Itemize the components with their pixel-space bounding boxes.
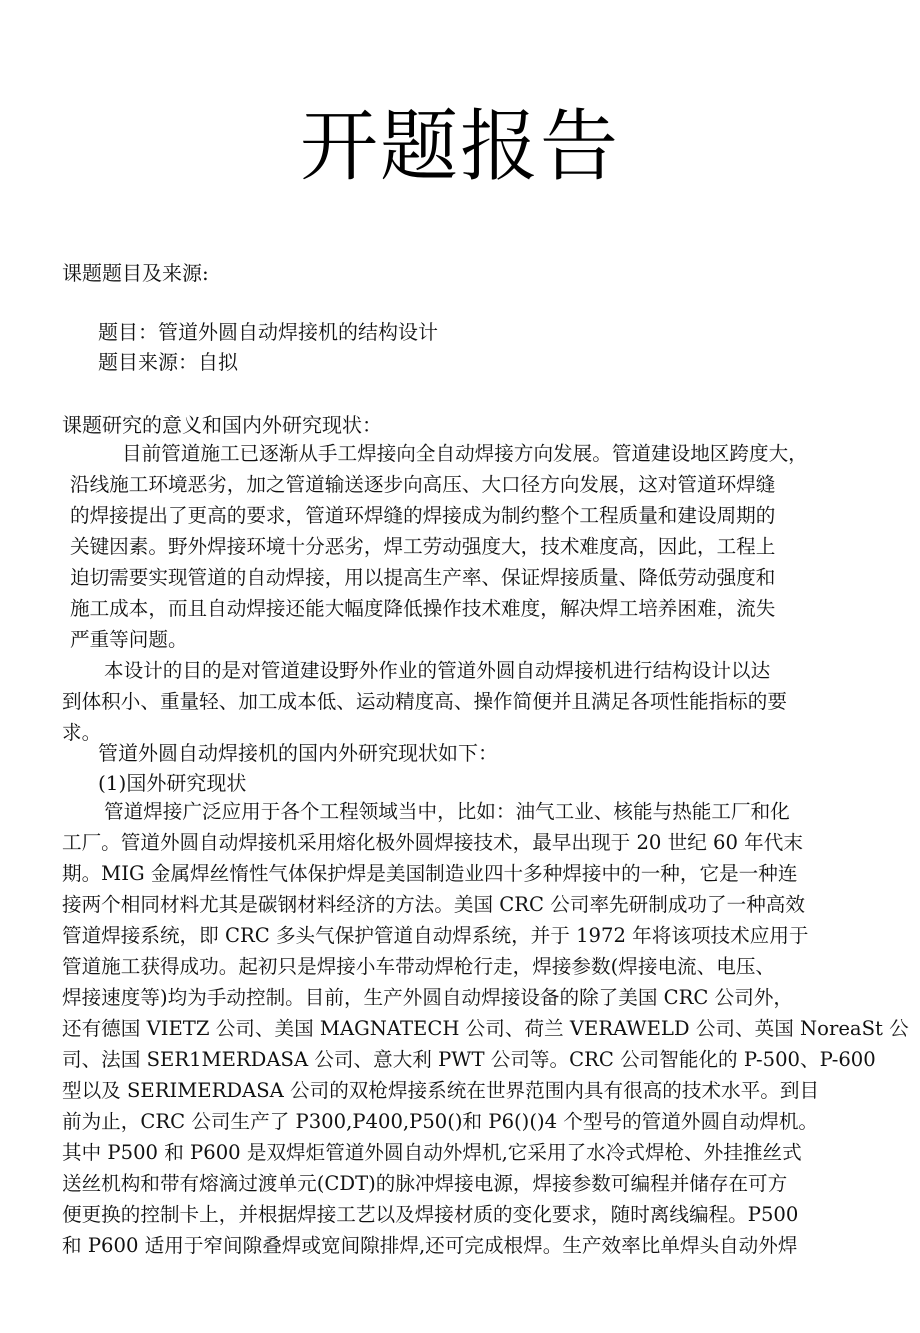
paragraph-foreign-research: [62, 796, 909, 1261]
section-heading-significance: 课题研究的意义和国内外研究现状：: [62, 413, 382, 437]
paragraph-line: 管道施工获得成功。起初只是焊接小车带动焊枪行走，焊接参数(焊接电流、电压、: [62, 955, 776, 978]
paragraph-line: 便更换的控制卡上，并根据焊接工艺以及焊接材质的变化要求，随时离线编程。P500: [62, 1203, 799, 1226]
paragraph-line: 送丝机构和带有熔滴过渡单元(CDT)的脉冲焊接电源，焊接参数可编程并储存在可方: [62, 1172, 788, 1195]
topic-source-line: 题目来源：自拟: [98, 350, 238, 374]
paragraph-line: 司、法国 SER1MERDASA 公司、意大利 PWT 公司等。CRC 公司智能化的 P-500、P-600: [62, 1048, 876, 1071]
paragraph-line: 的焊接提出了更高的要求，管道环焊缝的焊接成为制约整个工程质量和建设周期的: [70, 504, 776, 527]
paragraph-line: 期。MIG 金属焊丝惰性气体保护焊是美国制造业四十多种焊接中的一种，它是一种连: [62, 862, 798, 885]
paragraph-line: 焊接速度等)均为手动控制。目前，生产外圆自动焊接设备的除了美国 CRC 公司外，: [62, 986, 794, 1009]
paragraph-line: 沿线施工环境恶劣，加之管道输送逐步向高压、大口径方向发展，这对管道环焊缝: [70, 473, 776, 496]
topic-line: 题目：管道外圆自动焊接机的结构设计: [98, 320, 438, 344]
subheading-foreign-research: (1)国外研究现状: [98, 771, 247, 795]
page-title: 开题报告: [299, 102, 620, 192]
paragraph-line: 施工成本，而且自动焊接还能大幅度降低操作技术难度，解决焊工培养困难，流失: [70, 597, 776, 620]
paragraph-line: 严重等问题。: [70, 628, 188, 651]
paragraph-line: 管道焊接系统，即 CRC 多头气保护管道自动焊系统，并于 1972 年将该项技术应用于: [62, 924, 809, 947]
paragraph-line: 和 P600 适用于窄间隙叠焊或宽间隙排焊,还可完成根焊。生产效率比单焊头自动外焊: [62, 1234, 798, 1257]
paragraph-line: 接两个相同材料尤其是碳钢材料经济的方法。美国 CRC 公司率先研制成功了一种高效: [62, 893, 805, 916]
paragraph-line: 前为止，CRC 公司生产了 P300,P400,P50()和 P6()()4 个型号的管道外圆自动焊机。: [62, 1110, 819, 1133]
paragraph-background: [62, 438, 862, 655]
paragraph-line: 本设计的目的是对管道建设野外作业的管道外圆自动焊接机进行结构设计以达: [104, 659, 771, 682]
section-heading-topic-source: 课题题目及来源:: [62, 261, 209, 285]
paragraph-line: 型以及 SERIMERDASA 公司的双枪焊接系统在世界范围内具有很高的技术水平。到目: [62, 1079, 820, 1102]
paragraph-line: 管道焊接广泛应用于各个工程领域当中，比如：油气工业、核能与热能工厂和化: [104, 800, 790, 823]
paragraph-line: 其中 P500 和 P600 是双焊炬管道外圆自动外焊机,它采用了水冷式焊枪、外挂推丝式: [62, 1141, 802, 1164]
paragraph-line: 工厂。管道外圆自动焊接机采用熔化极外圆焊接技术，最早出现于 20 世纪 60 年代末: [62, 831, 803, 854]
paragraph-line: 迫切需要实现管道的自动焊接，用以提高生产率、保证焊接质量、降低劳动强度和: [70, 566, 776, 589]
paragraph-line: 到体积小、重量轻、加工成本低、运动精度高、操作简便并且满足各项性能指标的要: [62, 690, 787, 713]
paragraph-line: 还有德国 VIETZ 公司、美国 MAGNATECH 公司、荷兰 VERAWELD 公司、英国 NoreaSt 公: [62, 1017, 909, 1040]
paragraph-line: 求。: [62, 721, 102, 744]
paragraph-line: 关键因素。野外焊接环境十分恶劣，焊工劳动强度大，技术难度高，因此，工程上: [70, 535, 776, 558]
paragraph-design-purpose: [62, 655, 862, 748]
paragraph-line: 目前管道施工已逐渐从手工焊接向全自动焊接方向发展。管道建设地区跨度大，: [122, 442, 808, 465]
research-status-intro: 管道外圆自动焊接机的国内外研究现状如下：: [98, 741, 498, 765]
